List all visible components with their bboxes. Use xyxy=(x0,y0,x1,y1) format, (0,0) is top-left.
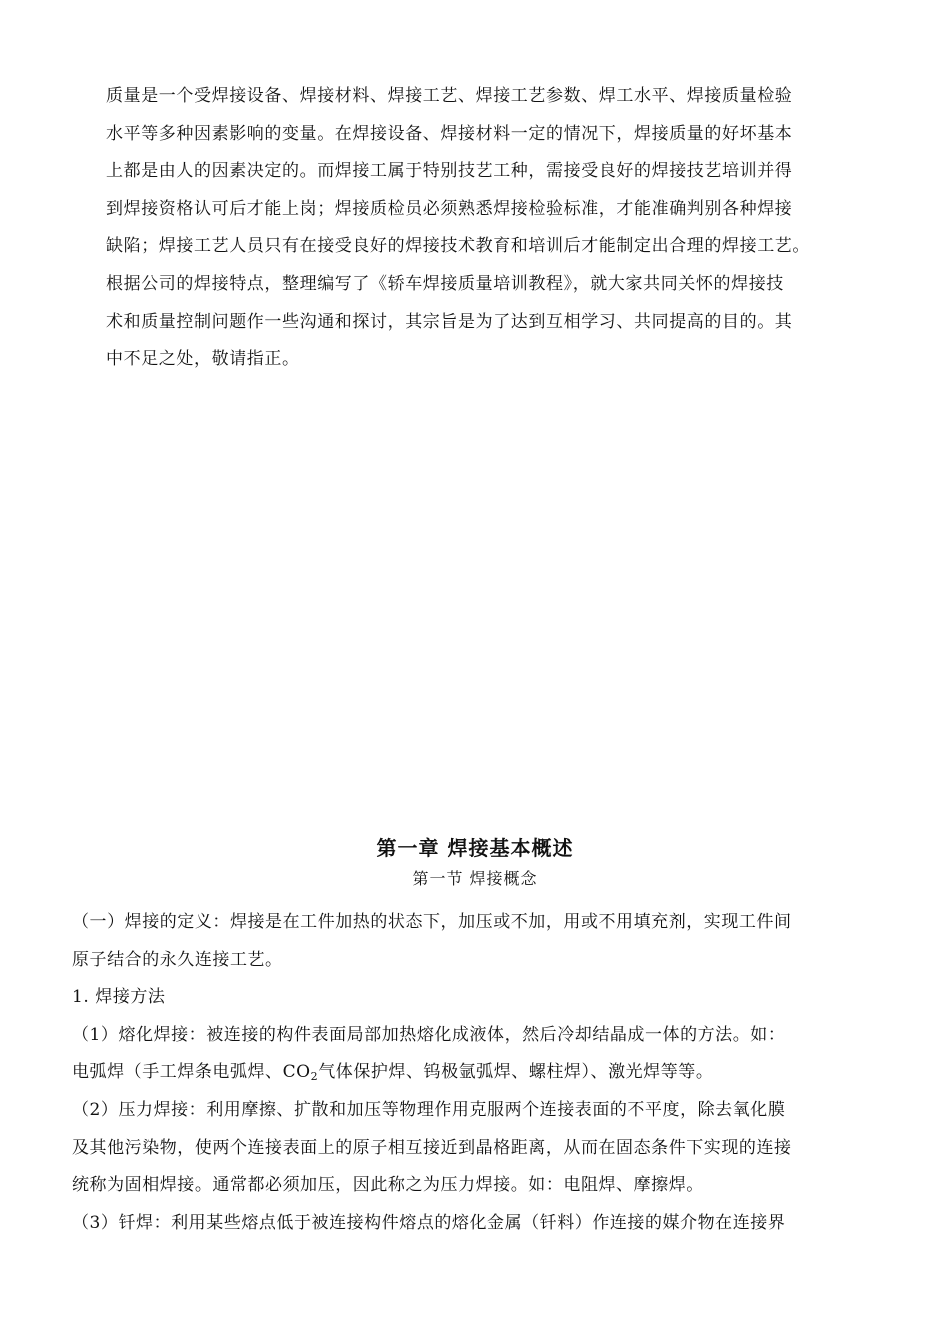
examples-text-end: 气体保护焊、钨极氩弧焊、螺柱焊）、激光焊等等。 xyxy=(318,1062,714,1083)
intro-line: 质量是一个受焊接设备、焊接材料、焊接工艺、焊接工艺参数、焊工水平、焊接质量检验 xyxy=(106,86,793,106)
chapter-body xyxy=(72,904,872,1242)
pressure-welding-line: （2）压力焊接：利用摩擦、扩散和加压等物理作用克服两个连接表面的不平度，除去氧化膜 xyxy=(72,1099,786,1120)
intro-line: 上都是由人的因素决定的。而焊接工属于特别技艺工种，需接受良好的焊接技艺培训并得 xyxy=(106,161,793,182)
intro-line: 水平等多种因素影响的变量。在焊接设备、焊接材料一定的情况下，焊接质量的好坏基本 xyxy=(106,123,793,144)
intro-line: 根据公司的焊接特点，整理编写了《轿车焊接质量培训教程》，就大家共同关怀的焊接技 xyxy=(106,273,784,294)
pressure-welding-line: 统称为固相焊接。通常都必须加压，因此称之为压力焊接。如：电阻焊、摩擦焊。 xyxy=(72,1175,704,1196)
intro-line: 中不足之处，敬请指正。 xyxy=(106,349,300,370)
list-heading: 1. 焊接方法 xyxy=(72,987,166,1008)
chapter-title: 第一章 焊接基本概述 xyxy=(376,836,574,860)
chapter-header xyxy=(0,832,950,894)
section-title: 第一节 焊接概念 xyxy=(412,869,538,888)
intro-line: 术和质量控制问题作一些沟通和探讨，其宗旨是为了达到互相学习、共同提高的目的。其 xyxy=(106,311,793,332)
fusion-welding-line: （1）熔化焊接：被连接的构件表面局部加热熔化成液体，然后冷却结晶成一体的方法。如： xyxy=(72,1024,786,1045)
definition-line: （一）焊接的定义：焊接是在工件加热的状态下，加压或不加，用或不用填充剂，实现工件间 xyxy=(72,912,792,932)
intro-line: 缺陷；焊接工艺人员只有在接受良好的焊接技术教育和培训后才能制定出合理的焊接工艺。 xyxy=(106,236,810,257)
co2-subscript: 2 xyxy=(310,1070,319,1084)
intro-line: 到焊接资格认可后才能上岗；焊接质检员必须熟悉焊接检验标准，才能准确判别各种焊接 xyxy=(106,198,793,219)
intro-paragraph xyxy=(106,78,886,379)
brazing-line: （3）钎焊：利用某些熔点低于被连接构件熔点的熔化金属（钎料）作连接的媒介物在连接界 xyxy=(72,1212,786,1233)
definition-line: 原子结合的永久连接工艺。 xyxy=(72,949,283,970)
examples-text-start: 电弧焊（手工焊条电弧焊、CO xyxy=(72,1062,311,1083)
fusion-welding-examples xyxy=(72,1054,872,1092)
pressure-welding-line: 及其他污染物，使两个连接表面上的原子相互接近到晶格距离，从而在固态条件下实现的连接 xyxy=(72,1137,792,1158)
